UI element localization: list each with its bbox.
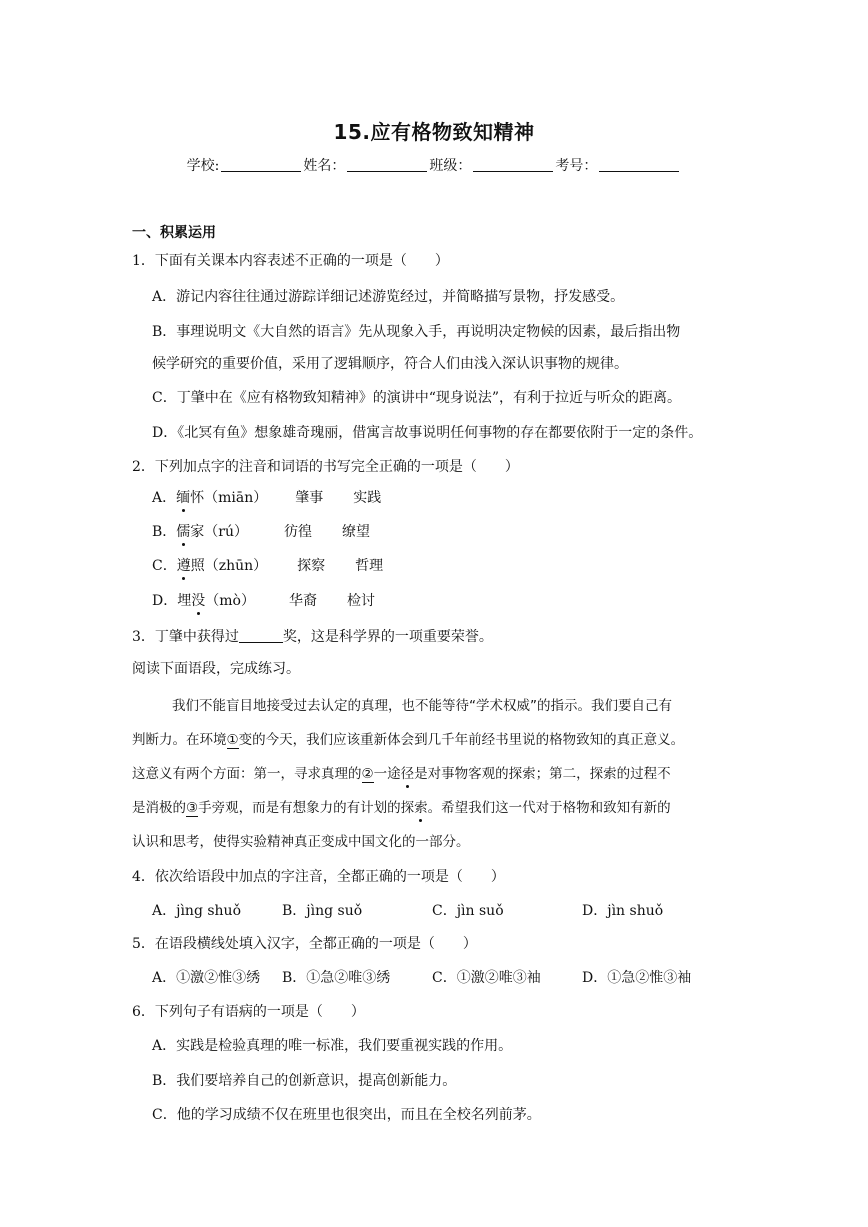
q5-option-d: D．①急②惟③袖 bbox=[582, 970, 692, 986]
q5-option-a: A．①激②惟③绣 bbox=[152, 970, 261, 986]
passage-text: 手旁观，而是有想象力的有计划的探 bbox=[198, 800, 415, 816]
q2-b-letter: B． bbox=[152, 524, 177, 540]
passage-text: 是对事物客观的探索；第二，探索的过程不 bbox=[414, 766, 671, 782]
q2-stem: 2．下列加点字的注音和词语的书写完全正确的一项是（ ） bbox=[132, 459, 519, 475]
dotted-char-jing: 径 bbox=[400, 766, 415, 782]
q5-stem: 5．在语段横线处填入汉字，全都正确的一项是（ ） bbox=[132, 936, 477, 952]
q2-option-b bbox=[152, 521, 370, 541]
q2-a-pinyin: 怀（miān） bbox=[190, 490, 268, 506]
q4-stem: 4．依次给语段中加点的字注音，全都正确的一项是（ ） bbox=[132, 869, 505, 885]
blank-marker-1: ① bbox=[226, 732, 239, 748]
q2-b-word1: 彷徨 bbox=[284, 524, 313, 540]
q4-option-a: A．jìng shuǒ bbox=[152, 903, 242, 919]
q2-b-pinyin: 家（rú） bbox=[190, 524, 249, 540]
q5-option-c: C．①激②唯③袖 bbox=[432, 970, 541, 986]
q1-option-b-line2: 候学研究的重要价值，采用了逻辑顺序，符合人们由浅入深认识事物的规律。 bbox=[152, 356, 628, 372]
q3-text-after: 奖，这是科学界的一项重要荣誉。 bbox=[282, 629, 493, 645]
q6-option-c: C．他的学习成绩不仅在班里也很突出，而且在全校名列前茅。 bbox=[152, 1107, 541, 1123]
q2-c-letter: C． bbox=[152, 558, 177, 574]
q6-option-b: B．我们要培养自己的创新意识，提高创新能力。 bbox=[152, 1073, 457, 1089]
document-title: 15.应有格物致知精神 bbox=[333, 120, 535, 144]
exam-no-blank[interactable] bbox=[599, 157, 679, 172]
passage-text: 变的今天，我们应该重新体会到几千年前经书里说的格物致知的真正意义。 bbox=[238, 732, 685, 748]
passage-line-2 bbox=[132, 728, 742, 749]
q1-stem: 1．下面有关课本内容表述不正确的一项是（ ） bbox=[132, 253, 449, 269]
student-info-line bbox=[0, 155, 868, 175]
passage-line-4 bbox=[132, 796, 742, 817]
q2-d-word1: 华裔 bbox=[288, 593, 317, 609]
passage-text: 。希望我们这一代对于格物和致知有新的 bbox=[427, 800, 671, 816]
q5-option-b: B．①急②唯③绣 bbox=[282, 970, 391, 986]
dotted-char-suo: 索 bbox=[414, 800, 428, 816]
q2-a-letter: A． bbox=[152, 490, 177, 506]
q2-d-dotted-char: 没 bbox=[191, 593, 206, 609]
q1-option-d: D．《北冥有鱼》想象雄奇瑰丽，借寓言故事说明任何事物的存在都要依附于一定的条件。 bbox=[152, 425, 703, 441]
q2-c-dotted-char: 遵 bbox=[176, 558, 191, 574]
q1-option-c: C．丁肇中在《应有格物致知精神》的演讲中“现身说法”，有利于拉近与听众的距离。 bbox=[152, 390, 682, 406]
q2-a-word1: 肇事 bbox=[295, 490, 324, 506]
passage-text: 是消极的 bbox=[132, 800, 186, 816]
q2-a-word2: 实践 bbox=[353, 490, 382, 506]
school-label: 学校: bbox=[186, 158, 220, 174]
q3-text-before: 3．丁肇中获得过 bbox=[132, 629, 239, 645]
q2-c-word2: 哲理 bbox=[355, 558, 384, 574]
q2-b-dotted-char: 儒 bbox=[176, 524, 191, 540]
q6-stem: 6．下列句子有语病的一项是（ ） bbox=[132, 1004, 365, 1020]
q4-options bbox=[152, 900, 663, 920]
class-blank[interactable] bbox=[473, 157, 553, 172]
q4-option-c: C．jìn suǒ bbox=[432, 903, 504, 919]
q2-b-word2: 缭望 bbox=[342, 524, 371, 540]
q2-c-pinyin: 照（zhūn） bbox=[190, 558, 268, 574]
school-blank[interactable] bbox=[221, 157, 301, 172]
q2-option-d bbox=[152, 590, 375, 610]
q5-options bbox=[152, 967, 691, 987]
passage-line-5: 认识和思考，使得实验精神真正变成中国文化的一部分。 bbox=[132, 834, 470, 850]
q2-option-c bbox=[152, 555, 383, 575]
q2-d-word2: 检讨 bbox=[346, 593, 375, 609]
q6-option-a: A．实践是检验真理的唯一标准，我们要重视实践的作用。 bbox=[152, 1038, 513, 1054]
name-blank[interactable] bbox=[347, 157, 427, 172]
q4-option-b: B．jìng suǒ bbox=[282, 903, 363, 919]
passage-text: 一途 bbox=[373, 766, 401, 782]
passage-text: 判断力。在环境 bbox=[132, 732, 227, 748]
q2-a-dotted-char: 缅 bbox=[176, 490, 191, 506]
q2-d-pinyin: （mò） bbox=[205, 593, 255, 609]
q2-d-letter: D．埋 bbox=[152, 593, 192, 609]
exam-no-label: 考号： bbox=[555, 158, 598, 174]
blank-marker-3: ③ bbox=[186, 800, 199, 816]
reading-intro: 阅读下面语段，完成练习。 bbox=[132, 661, 300, 677]
q1-option-b-line1: B．事理说明文《大自然的语言》先从现象入手，再说明决定物候的因素，最后指出物 bbox=[152, 324, 681, 340]
q2-c-word1: 探察 bbox=[297, 558, 326, 574]
passage-line-1: 我们不能盲目地接受过去认定的真理，也不能等待“学术权威”的指示。我们要自己有 bbox=[172, 698, 672, 714]
passage-line-3 bbox=[132, 762, 742, 783]
q4-option-d: D．jìn shuǒ bbox=[582, 903, 664, 919]
class-label: 班级： bbox=[429, 158, 472, 174]
passage-text: 这意义有两个方面：第一，寻求真理的 bbox=[132, 766, 362, 782]
q2-option-a bbox=[152, 487, 381, 507]
q3-answer-blank[interactable] bbox=[239, 628, 283, 643]
q1-option-a: A．游记内容往往通过游踪详细记述游览经过，并简略描写景物，抒发感受。 bbox=[152, 289, 625, 305]
q3-line bbox=[132, 626, 493, 646]
name-label: 姓名： bbox=[303, 158, 346, 174]
blank-marker-2: ② bbox=[361, 766, 374, 782]
section-heading: 一、积累运用 bbox=[132, 225, 216, 241]
